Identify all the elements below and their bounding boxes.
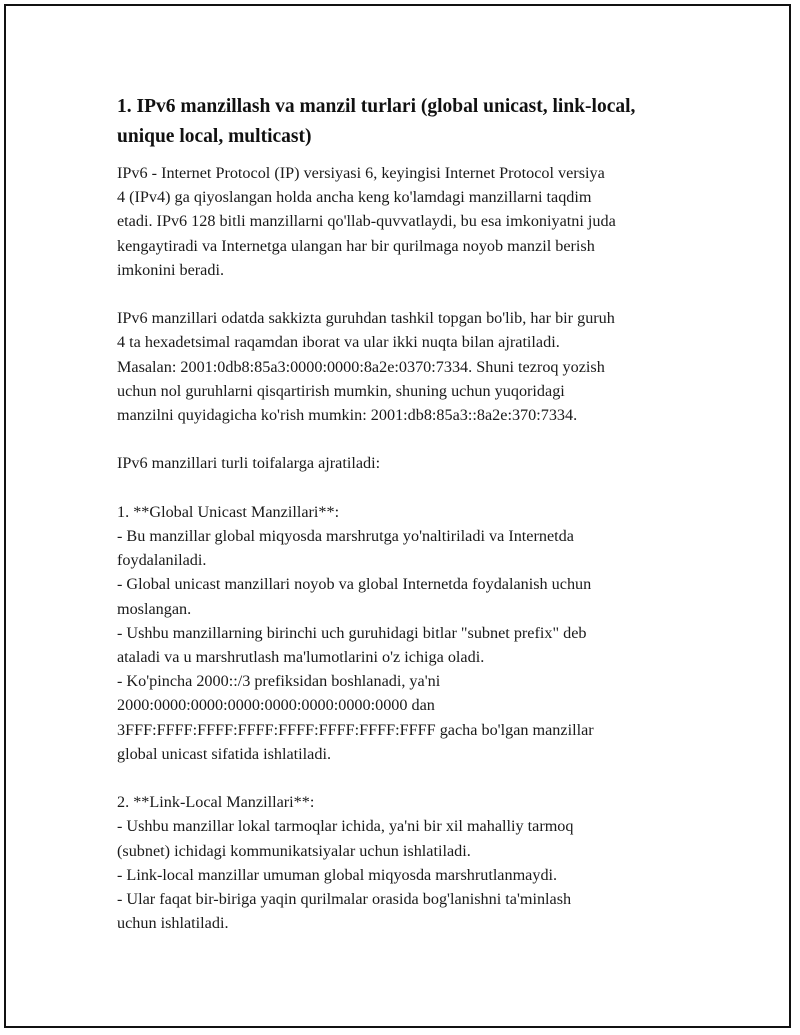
- document-body: [117, 92, 697, 935]
- paragraph-gap: [117, 476, 697, 500]
- intro-paragraph: IPv6 - Internet Protocol (IP) versiyasi 6, keyingisi Internet Protocol versiya 4 (IPv4) ga qiyoslangan holda ancha keng ko'lamdagi manzillarni taqdim etadi. IPv6 128 bitli manzillarni qo'llab-quvvatlaydi, bu esa imkoniyatni juda kengaytiradi va Internetga ulangan har bir qurilmaga noyob manzil berish imkonini beradi.: [117, 164, 616, 279]
- paragraph-gap: [117, 427, 697, 451]
- section-heading: 1. IPv6 manzillash va manzil turlari (global unicast, link-local, unique local, multicast): [117, 96, 636, 147]
- paragraph-gap: [117, 282, 697, 306]
- categories-intro-paragraph: IPv6 manzillari turli toifalarga ajratiladi:: [117, 454, 381, 473]
- global-unicast-section: 1. **Global Unicast Manzillari**: - Bu manzillar global miqyosda marshrutga yo'naltiriladi va Internetda foydalaniladi. - Global unicast manzillari noyob va global Internetda foydalanish uchun moslangan. - Ushbu manzillarning birinchi uch guruhidagi bitlar "subnet prefix" deb ataladi va u marshrutlash ma'lumotlarini o'z ichiga oladi. - Ko'pincha 2000::/3 prefiksidan boshlanadi, ya'ni 2000:0000:0000:0000:0000:0000:0000:0000 dan 3FFF:FFFF:FFFF:FFFF:FFFF:FFFF:FFFF:FFFF gacha bo'lgan manzillar global unicast sifatida ishlatiladi.: [117, 502, 594, 763]
- address-format-paragraph: IPv6 manzillari odatda sakkizta guruhdan tashkil topgan bo'lib, har bir guruh 4 ta hexadetsimal raqamdan iborat va ular ikki nuqta bilan ajratiladi. Masalan: 2001:0db8:85a3:0000:0000:8a2e:0370:7334. Shuni tezroq yozish uchun nol guruhlarni qisqartirish mumkin, shuning uchun yuqoridagi manzilni quyidagicha ko'rish mumkin: 2001:db8:85a3::8a2e:370:7334.: [117, 309, 615, 425]
- paragraph-gap: [117, 766, 697, 790]
- link-local-section: 2. **Link-Local Manzillari**: - Ushbu manzillar lokal tarmoqlar ichida, ya'ni bir xil mahalliy tarmoq (subnet) ichidagi kommunikatsiyalar uchun ishlatiladi. - Link-local manzillar umuman global miqyosda marshrutlanmaydi. - Ular faqat bir-biriga yaqin qurilmalar orasida bog'lanishni ta'minlash uchun ishlatiladi.: [117, 793, 574, 933]
